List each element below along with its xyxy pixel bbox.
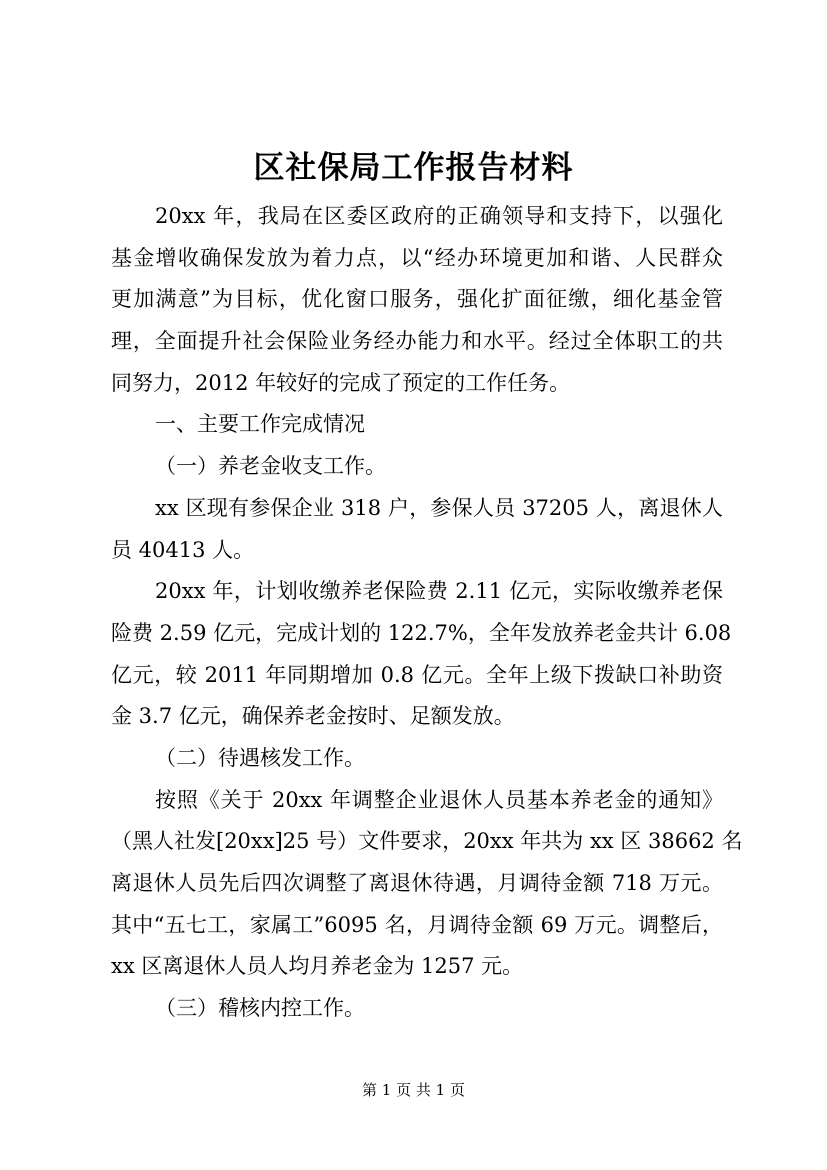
- paragraph-line: 基金增收确保发放为着力点，以“经办环境更加和谐、人民群众: [111, 245, 723, 270]
- paragraph-line: 20xx 年，我局在区委区政府的正确领导和支持下，以强化: [155, 204, 723, 228]
- subsection-heading: （二）待遇核发工作。: [155, 745, 365, 770]
- paragraph-line: xx 区现有参保企业 318 户，参保人员 37205 人，离退休人: [155, 495, 723, 520]
- paragraph-line: （黑人社发[20xx]25 号）文件要求，20xx 年共为 xx 区 38662 名: [111, 829, 743, 854]
- paragraph-line: 员 40413 人。: [111, 537, 255, 562]
- subsection-heading: （一）养老金收支工作。: [155, 454, 386, 479]
- paragraph-line: 同努力，2012 年较好的完成了预定的工作任务。: [111, 370, 571, 395]
- document-title: 区社保局工作报告材料: [253, 150, 574, 186]
- paragraph-line: xx 区离退休人员人均月养老金为 1257 元。: [111, 954, 524, 979]
- paragraph-line: 按照《关于 20xx 年调整企业退休人员基本养老金的通知》: [155, 787, 723, 812]
- page-footer: 第 1 页 共 1 页: [362, 1081, 465, 1099]
- paragraph-line: 离退休人员先后四次调整了离退休待遇，月调待金额 718 万元。: [111, 871, 723, 895]
- subsection-heading: （三）稽核内控工作。: [155, 996, 365, 1021]
- paragraph-line: 金 3.7 亿元，确保养老金按时、足额发放。: [111, 704, 515, 729]
- section-heading: 一、主要工作完成情况: [155, 412, 365, 437]
- paragraph-line: 理，全面提升社会保险业务经办能力和水平。经过全体职工的共: [111, 329, 723, 354]
- paragraph-line: 险费 2.59 亿元，完成计划的 122.7%，全年发放养老金共计 6.08: [111, 620, 732, 645]
- paragraph-line: 亿元，较 2011 年同期增加 0.8 亿元。全年上级下拨缺口补助资: [111, 662, 723, 687]
- paragraph-line: 20xx 年，计划收缴养老保险费 2.11 亿元，实际收缴养老保: [155, 579, 723, 604]
- document-body: [111, 196, 743, 1030]
- paragraph-line: 其中“五七工，家属工”6095 名，月调待金额 69 万元。调整后，: [111, 912, 723, 937]
- paragraph-line: 更加满意”为目标，优化窗口服务，强化扩面征缴，细化基金管: [111, 287, 723, 312]
